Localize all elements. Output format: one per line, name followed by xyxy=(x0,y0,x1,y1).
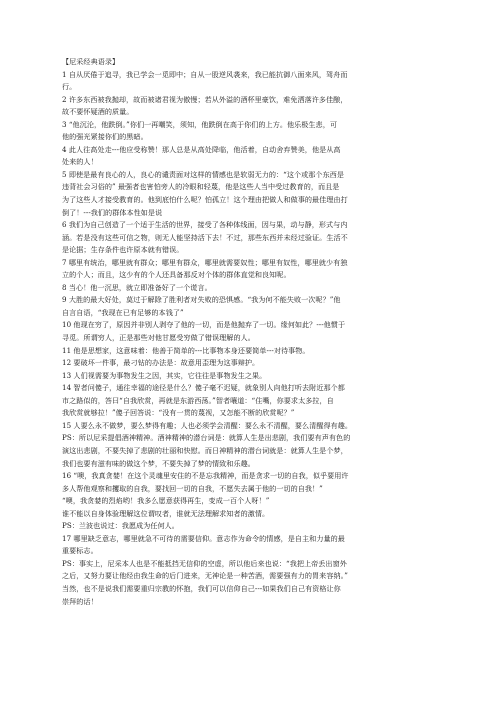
text-line: 6 我们为自己创造了一个适于生活的世界，接受了各种体线面，因与果，动与静，形式与内 xyxy=(62,220,348,230)
text-line: 17 哪里缺乏意志，哪里就急不可待的需要信仰。意志作为命令的情感，是自主和力量的最 xyxy=(62,533,345,543)
text-line: PS：事实上，尼采本人也是不能抵挡无信仰的空虚，所以他后来也说：“我把上帝丢出窗外 xyxy=(62,558,347,568)
text-line: 14 智者问傻子，通往幸福的途径是什么？傻子毫不迟疑，就象别人向他打听去附近那个都 xyxy=(62,383,345,393)
text-line: 他的强光紧接你们的黑暗。 xyxy=(62,132,148,142)
text-line: 故不要怀疑酒的质量。 xyxy=(62,107,134,117)
section-heading: 【尼采经典语录】 xyxy=(62,57,120,66)
text-line: 1 自从厌倦于追寻，我已学会一觅即中；自从一股逆风袭来，我已能抗御八面来风，驾舟而 xyxy=(62,69,348,79)
text-line: 崇拜的话！ xyxy=(62,596,98,606)
document-page xyxy=(62,56,438,608)
text-line: PS：所以尼采提倡酒神精神。酒神精神的潜台词是：就算人生是出悲剧，我们要有声有色的 xyxy=(62,433,351,443)
text-line: 12 要破坏一件事，最刁钻的办法是：故意用歪理为这事辩护。 xyxy=(62,358,260,368)
text-line: 多人帮他观察和攫取的自我，要找回一切的自我，不愿失去属于他的一切的自我！” xyxy=(62,483,323,493)
text-line: PS：兰波也说过：我愿成为任何人。 xyxy=(62,521,179,531)
text-line: 3 “他沉沦，他跌倒。”你们一再嘲笑，须知，他跌倒在高于你们的上方。他乐极生悲，可 xyxy=(62,119,337,129)
text-line: 行。 xyxy=(62,82,77,92)
text-line: 15 人要么永不做梦，要么梦得有趣；人也必须学会清醒：要么永不清醒，要么清醒得有趣。 xyxy=(62,420,353,430)
text-line: 11 他是思想家，这意味着：他善于简单的---比事物本身还要简单---对待事物。 xyxy=(62,345,310,355)
text-line: 立的个人；而且，这少有的个人还具备那反对个体的群体直觉和良知呢。 xyxy=(62,270,291,280)
text-line: 为了这些人才接受教育的。他到底怕什么呢？怕孤立！这个理由把做人和做事的最佳理由打 xyxy=(62,195,348,205)
text-line: 当然，也不是说我们需要重归宗教的怀抱，我们可以信仰自己---如果我们自己有资格让你 xyxy=(62,583,341,593)
text-line: 16 “噢，我真贪婪！在这个灵魂里安住的不是忘我精神，而是贪求一切的自我，似乎要用许 xyxy=(62,471,349,481)
text-line: 8 当心！他一沉思，就立即准备好了一个谎言。 xyxy=(62,282,212,292)
text-line: “噢，我贪婪的烈焰哟！我多么愿意获得再生，变成一百个人呀！” xyxy=(62,496,270,506)
text-line: 重要标志。 xyxy=(62,546,98,556)
text-line: 市之路似的，答曰“自我欣赏，再就是东游西荡。”智者嚷道：“住嘴，你要求太多拉，自 xyxy=(62,395,334,405)
text-line: 9 大胜的最大好处，莫过于解除了胜利者对失败的恐惧感。“我为何不能失败一次呢？”他 xyxy=(62,295,341,305)
text-line: 演这出悲剧，不要失掉了悲剧的壮丽和快慰。而日神精神的潜台词就是：就算人生是个梦， xyxy=(62,445,348,455)
text-line: 我欣赏就够拉！”傻子回答说：“没有一贯的蔑视，又怎能不断的欣赏呢？” xyxy=(62,408,295,418)
text-line: 寻觅。所谓穷人，正是那些对他甘愿受穷做了错误理解的人。 xyxy=(62,333,255,343)
text-line: 我们也要有滋有味的做这个梦，不要失掉了梦的情致和乐趣。 xyxy=(62,458,255,468)
text-line: 2 许多东西被我抛却，故而被诸君视为傲慢；若从外溢的酒杯里豪饮，难免洒落许多佳酿， xyxy=(62,94,348,104)
text-line: 4 此人往高处走---他应受称赞！那人总是从高处降临，他活着，自动舍弃赞美，他是从高 xyxy=(62,144,341,154)
text-line: 处来的人！ xyxy=(62,157,98,167)
text-line: 涵。若是没有这些可信之物，则无人能坚持活下去！不过，那些东西并未经过验证。生活不 xyxy=(62,232,348,242)
text-line: 谁不能以自身体验理解这位谓叹者，谁就无法理解求知者的激情。 xyxy=(62,508,270,518)
text-line: 自言自语，“我现在已有足够的本钱了” xyxy=(62,307,184,317)
text-line: 7 哪里有统治，哪里就有群众；哪里有群众，哪里就需要奴性；哪里有奴性，哪里就少有独 xyxy=(62,257,348,267)
text-line: 13 人们视需要为事物发生之因，其实，它往往是事物发生之果。 xyxy=(62,370,267,380)
text-line: 之后，又努力要让他经由我生命的后门进来，无神论是一种苦酒，需要强有力的胃来容纳。” xyxy=(62,571,348,581)
text-line: 是论据；生存条件也许原本就有错误。 xyxy=(62,245,184,255)
text-line: 倒了！---我们的群体本性如是说 xyxy=(62,207,163,217)
text-line: 违背社会习俗的” 最强者也害怕旁人的冷眼和轻蔑，他是这些人当中受过教育的，而且是 xyxy=(62,182,340,192)
text-line: 5 即使是最有良心的人，良心的谴责面对这样的情感也是软弱无力的：“这个或那个东西是 xyxy=(62,169,345,179)
text-line: 10 他现在穷了，原因并非别人剥夺了他的一切，而是他抛弃了一切。缘何如此？---他惯于 xyxy=(62,320,346,330)
